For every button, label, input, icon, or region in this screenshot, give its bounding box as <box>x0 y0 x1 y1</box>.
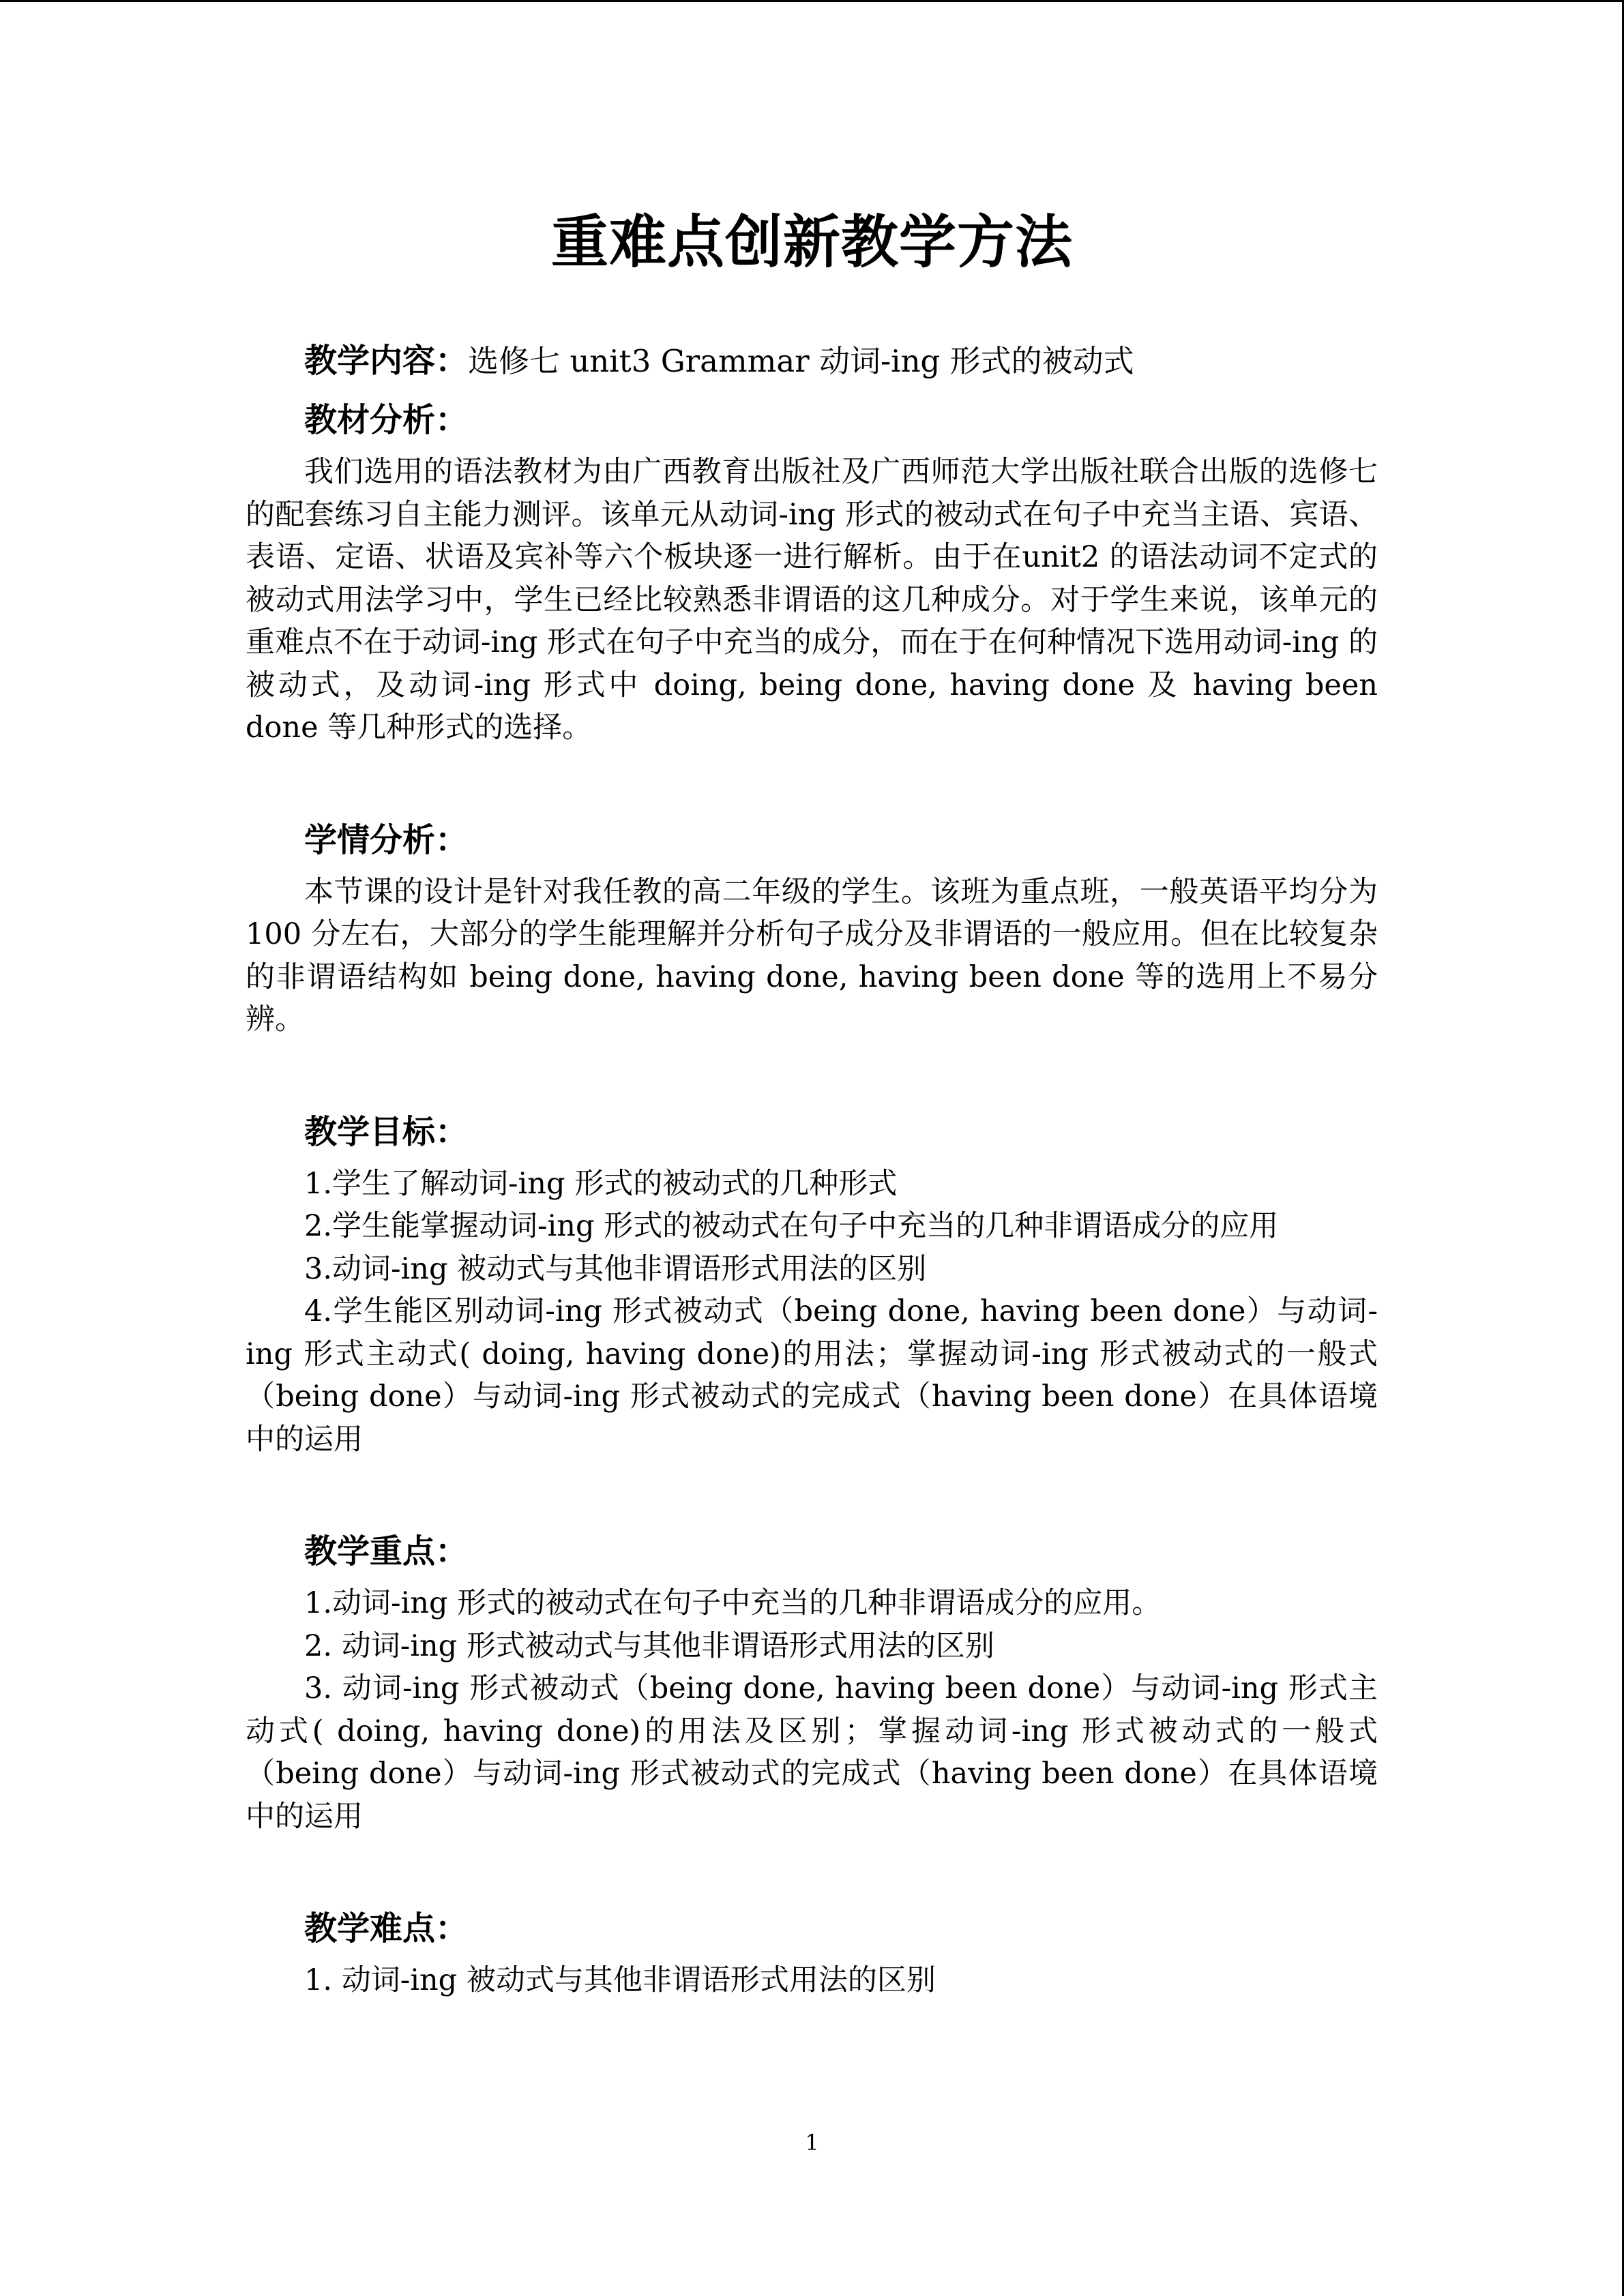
textbook-analysis-heading: 教材分析： <box>304 401 469 439</box>
key-point-item-1: 1.动词-ing 形式的被动式在句子中充当的几种非谓语成分的应用。 <box>304 1586 1162 1620</box>
difficulty-item-1: 1. 动词-ing 被动式与其他非谓语形式用法的区别 <box>304 1963 936 1997</box>
key-points-heading: 教学重点： <box>304 1532 469 1570</box>
student-analysis-text: 本节课的设计是针对我任教的高二年级的学生。该班为重点班，一般英语平均分为 100 分左右，大部分的学生能理解并分析句子成分及非谓语的一般应用。但在比较复杂的非谓语结构如 being done, having done, having been done 等的选用上不易分辨。 <box>246 874 1378 1037</box>
goal-item-1: 1.学生了解动词-ing 形式的被动式的几种形式 <box>304 1166 898 1201</box>
teaching-content-line <box>246 340 1378 383</box>
document-title: 重难点创新教学方法 <box>550 209 1073 275</box>
page-number: 1 <box>805 2130 819 2156</box>
teaching-content-label: 教学内容： <box>304 342 469 380</box>
difficulties-heading: 教学难点： <box>304 1909 469 1948</box>
goal-item-3: 3.动词-ing 被动式与其他非谓语形式用法的区别 <box>304 1251 927 1286</box>
key-point-item-2: 2. 动词-ing 形式被动式与其他非谓语形式用法的区别 <box>304 1628 994 1663</box>
student-analysis-heading: 学情分析： <box>304 820 469 859</box>
document-body <box>246 340 1378 2002</box>
goal-item-4: 4.学生能区别动词-ing 形式被动式（being done, having been done）与动词-ing 形式主动式( doing, having done)的用法；掌握动词-ing 形式被动式的一般式（being done）与动词-ing 形式被动式的完成式（having been done）在具体语境中的运用 <box>246 1294 1378 1457</box>
page-border-top <box>0 0 1624 2</box>
goal-item-2: 2.学生能掌握动词-ing 形式的被动式在句子中充当的几种非谓语成分的应用 <box>304 1209 1279 1243</box>
teaching-content-value: 选修七 unit3 Grammar 动词-ing 形式的被动式 <box>468 343 1134 379</box>
key-point-item-3: 3. 动词-ing 形式被动式（being done, having been done）与动词-ing 形式主动式( doing, having done)的用法及区别；掌握动词-ing 形式被动式的一般式（being done）与动词-ing 形式被动式的完成式（having been done）在具体语境中的运用 <box>246 1671 1378 1834</box>
textbook-analysis-text: 我们选用的语法教材为由广西教育出版社及广西师范大学出版社联合出版的选修七的配套练习自主能力测评。该单元从动词-ing 形式的被动式在句子中充当主语、宾语、表语、定语、状语及宾补等六个板块逐一进行解析。由于在unit2 的语法动词不定式的被动式用法学习中，学生已经比较熟悉非谓语的这几种成分。对于学生来说，该单元的重难点不在于动词-ing 形式在句子中充当的成分，而在于在何种情况下选用动词-ing 的被动式，及动词-ing 形式中 doing, being done, having done 及 having been done 等几种形式的选择。 <box>246 455 1378 745</box>
teaching-goals-heading: 教学目标： <box>304 1112 469 1151</box>
